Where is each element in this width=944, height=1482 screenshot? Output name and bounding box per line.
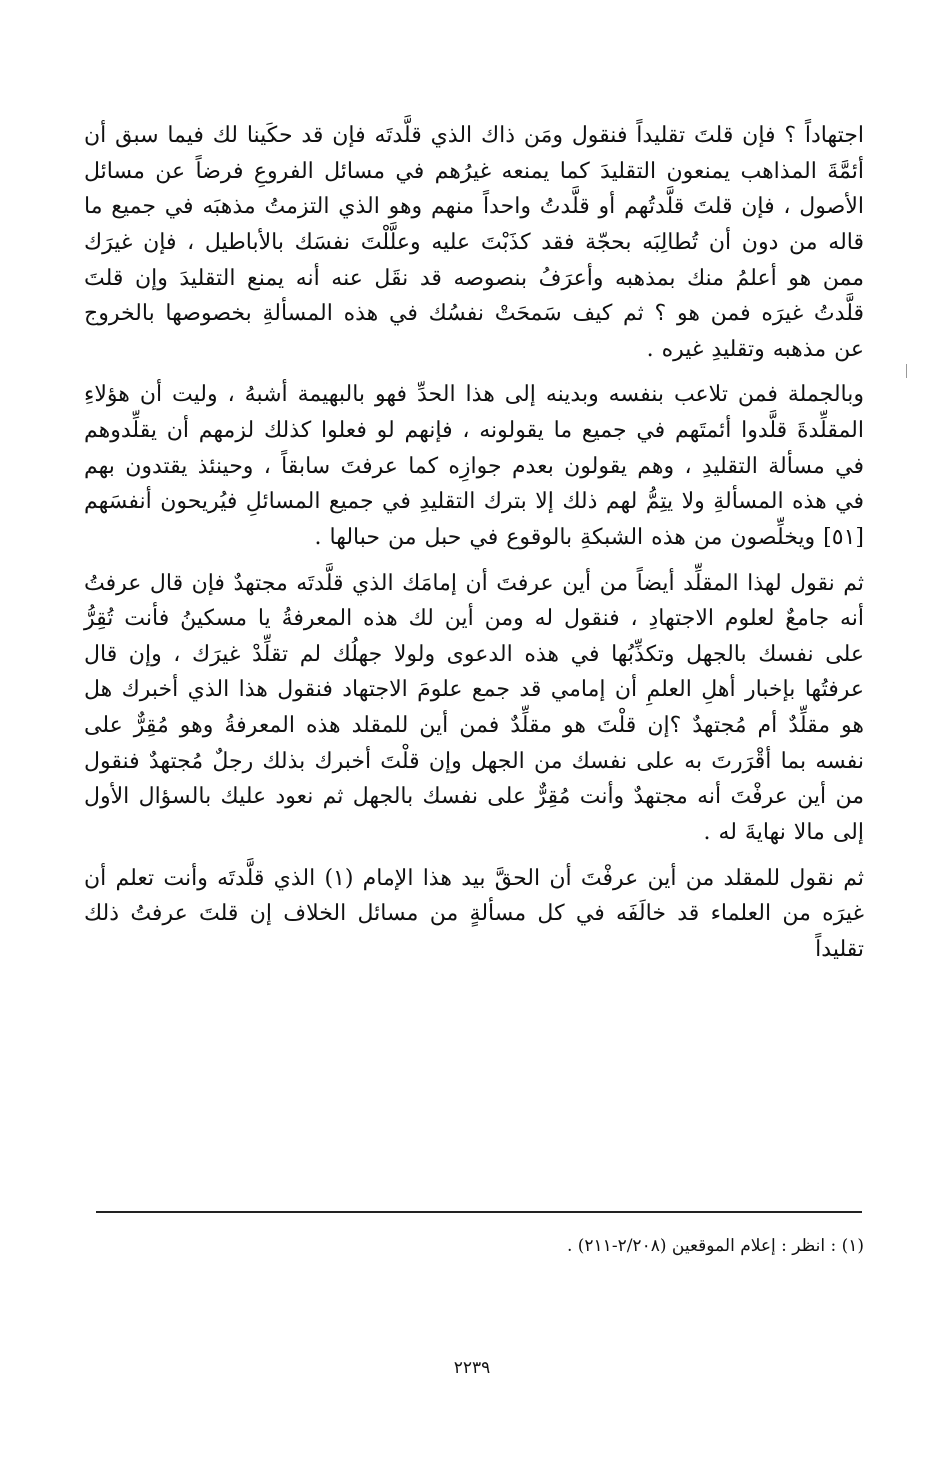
paragraph-3: ثم نقول لهذا المقلِّد أيضاً من أين عرفتَ أن إمامَك الذي قلَّدتَه مجتهدٌ فإن قال عرفتُ أنه جامعٌ لعلوم الاجتهادِ ، فنقول له ومن أين لك هذه المعرفةُ يا مسكينُ فأنت تُقِرُّ على نفسك بالجهل وتكذِّبُها في هذه الدعوى ولولا جهلُك لم تقلِّدْ غيرَك ، وإن قال عرفتُها بإخبار أهلِ العلمِ أن إمامي قد جمع علومَ الاجتهاد فنقول هذا الذي أخبرك هل هو مقلِّدٌ أم مُجتهدٌ ؟إن قلْتَ هو مقلِّدٌ فمن أين للمقلد هذه المعرفةُ وهو مُقِرٌّ على نفسه بما أقْرَرتَ به على نفسك من الجهل وإن قلْتَ أخبرك بذلك رجلٌ مُجتهدٌ فنقول من أين عرفْتَ أنه مجتهدٌ وأنت مُقِرٌّ على نفسك بالجهل ثم نعود عليك بالسؤال الأول إلى مالا نهايةَ له . (84, 570, 864, 845)
footnote: (١) : انظر : إعلام الموقعين (٢/٢٠٨-٢١١) . (566, 1236, 864, 1256)
main-text (84, 118, 864, 967)
page-number: ٢٢٣٩ (453, 1358, 491, 1378)
paragraph-1: اجتهاداً ؟ فإن قلتَ تقليداً فنقول ومَن ذاك الذي قلَّدتَه فإن قد حكَينا لك فيما سبق أن أئمَّةَ المذاهب يمنعون التقليدَ كما يمنعه غيرُهم في مسائل الفروعِ فرضاً عن مسائل الأصول ، فإن قلتَ قلَّدتُهم أو قلَّدتُ واحداً منهم وهو الذي التزمتُ مذهبَه في جميع ما قاله من دون أن تُطالِبَه بحجّة فقد كذَبْتَ عليه وعلَّلْتَ نفسَك بالأباطيل ، فإن غيرَك ممن هو أعلمُ منك بمذهبه وأعرَفُ بنصوصه قد نقَل عنه أنه يمنع التقليدَ وإن قلتَ قلَّدتُ غيرَه فمن هو ؟ ثم كيف سَمحَتْ نفسُك في هذه المسألةِ بخصوصها بالخروج عن مذهبه وتقليدِ غيره . (84, 123, 864, 362)
paragraph-2: وبالجملة فمن تلاعب بنفسه وبدينه إلى هذا الحدِّ فهو بالبهيمة أشبهُ ، وليت أن هؤلاءِ المقلِّدةَ قلَّدوا أئمتَهم في جميع ما يقولونه ، فإنهم لو فعلوا كذلك لزمهم أن يقلِّدوهم في مسألة التقليدِ ، وهم يقولون بعدم جوازِه كما عرفتَ سابقاً ، وحينئذ يقتدون بهم في هذه المسألةِ ولا يتِمُّ لهم ذلك إلا بترك التقليدِ في جميع المسائلِ فيُريحون أنفسَهم [٥١] ويخلِّصون من هذه الشبكةِ بالوقوع في حبل من حبالها . (84, 382, 864, 550)
paragraph-4: ثم نقول للمقلد من أين عرفْتَ أن الحقَّ بيد هذا الإمام (١) الذي قلَّدتَه وأنت تعلم أن غيرَه من العلماء قد خالَفَه في كل مسألةٍ من مسائل الخلاف إن قلتَ عرفتُ ذلك تقليداً (84, 865, 864, 962)
footnote-separator (96, 1211, 862, 1213)
margin-mark (906, 364, 907, 378)
